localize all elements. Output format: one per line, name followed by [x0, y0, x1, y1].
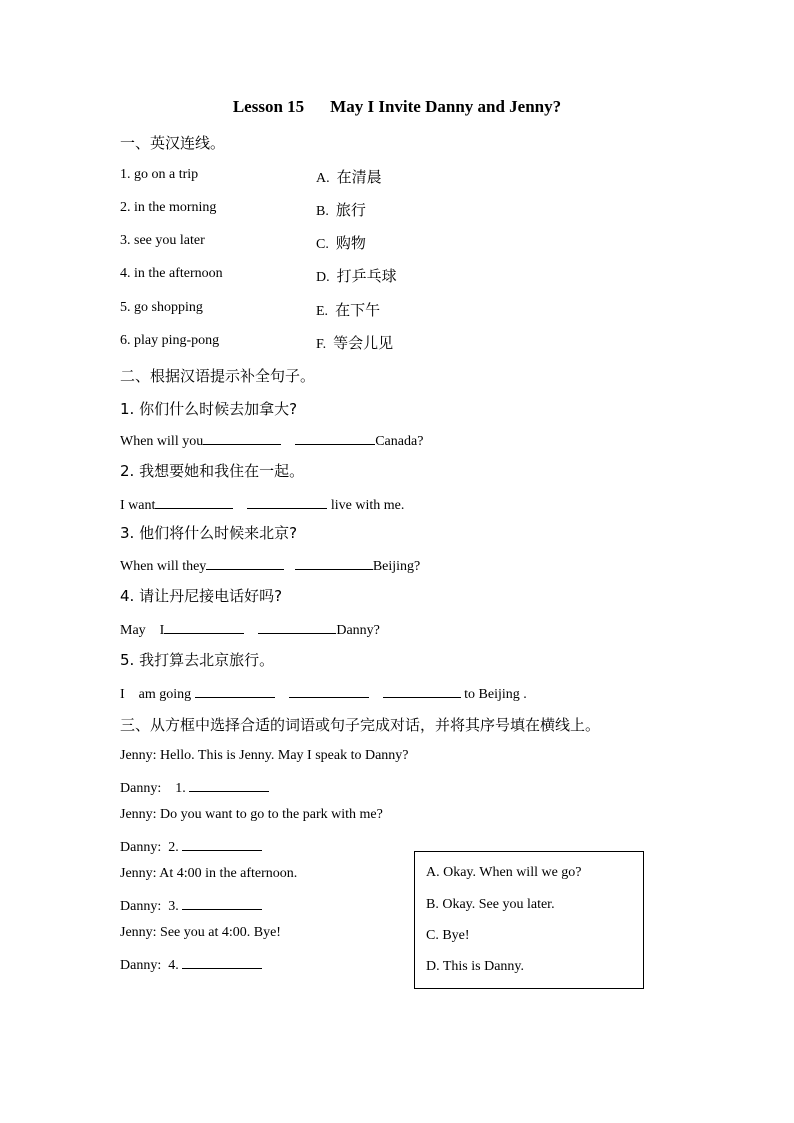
match-chinese: 在下午 [335, 301, 381, 319]
sentence-start: May I [120, 623, 165, 638]
option-item: D. This is Danny. [426, 959, 524, 974]
match-right-item [316, 332, 393, 353]
answer-blank[interactable] [203, 430, 281, 445]
match-right-item [316, 166, 382, 187]
option-item: C. Bye! [426, 928, 470, 943]
sentence-end: Beijing? [372, 559, 421, 574]
part1-heading: 一、英汉连线。 [120, 134, 226, 152]
sentence-start: I am going [120, 687, 195, 702]
match-chinese: 在清晨 [336, 168, 382, 186]
part3-heading: 三、从方框中选择合适的词语或句子完成对话，并将其序号填在横线上。 [120, 716, 601, 734]
sentence-start: I want [120, 498, 156, 513]
match-letter: A. [316, 171, 330, 186]
match-left-item: 5. go shopping [120, 300, 203, 315]
dialog-speaker: Danny: 3. [120, 899, 179, 914]
answer-blank[interactable] [155, 494, 233, 509]
answer-blank[interactable] [289, 683, 369, 698]
sentence-end: to Beijing . [460, 687, 527, 702]
match-letter: E. [316, 304, 329, 319]
answer-blank[interactable] [189, 777, 269, 792]
match-letter: D. [316, 270, 330, 285]
match-left-item: 2. in the morning [120, 200, 217, 215]
answer-blank[interactable] [247, 494, 327, 509]
dialog-speaker: Danny: 1. [120, 781, 186, 796]
sentence-end: Canada? [375, 434, 424, 449]
dialog-line [120, 836, 262, 856]
match-right-item [316, 299, 380, 320]
dialog-line: Jenny: Do you want to go to the park with me? [120, 807, 383, 822]
match-left-item: 4. in the afternoon [120, 266, 223, 281]
sentence-end: live with me. [327, 498, 405, 513]
option-item: A. Okay. When will we go? [426, 865, 582, 880]
prompt-chinese: 5. 我打算去北京旅行。 [120, 651, 275, 669]
answer-blank[interactable] [295, 555, 373, 570]
answer-blank[interactable] [206, 555, 284, 570]
dialog-speaker: Danny: 2. [120, 840, 179, 855]
sentence-end: Danny? [336, 623, 380, 638]
prompt-chinese: 2. 我想要她和我住在一起。 [120, 462, 305, 480]
answer-blank[interactable] [182, 836, 262, 851]
match-chinese: 打乒乓球 [336, 267, 397, 285]
prompt-chinese: 1. 你们什么时候去加拿大? [120, 400, 298, 418]
dialog-line: Jenny: See you at 4:00. Bye! [120, 925, 281, 940]
answer-blank[interactable] [195, 683, 275, 698]
fill-sentence [120, 430, 423, 450]
match-letter: C. [316, 237, 329, 252]
match-left-item: 3. see you later [120, 233, 205, 248]
lesson-number: Lesson 15 [232, 97, 305, 116]
answer-blank[interactable] [383, 683, 461, 698]
part2-heading: 二、根据汉语提示补全句子。 [120, 367, 316, 385]
fill-sentence [120, 494, 404, 514]
dialog-line: Jenny: At 4:00 in the afternoon. [120, 866, 298, 881]
dialog-speaker: Danny: 4. [120, 958, 179, 973]
match-right-item [316, 199, 366, 220]
option-item: B. Okay. See you later. [426, 897, 555, 912]
lesson-name: May I Invite Danny and Jenny? [330, 97, 562, 116]
match-letter: B. [316, 204, 329, 219]
answer-blank[interactable] [258, 619, 336, 634]
match-right-item [316, 265, 397, 286]
page-title [0, 97, 794, 117]
match-chinese: 购物 [335, 234, 366, 252]
match-chinese: 旅行 [335, 201, 366, 219]
answer-blank[interactable] [182, 954, 262, 969]
fill-sentence [120, 683, 527, 703]
dialog-line [120, 954, 262, 974]
sentence-start: When will you [120, 434, 204, 449]
match-right-item [316, 232, 366, 253]
match-letter: F. [316, 337, 327, 352]
match-left-item: 1. go on a trip [120, 167, 199, 182]
dialog-line [120, 895, 262, 915]
prompt-chinese: 3. 他们将什么时候来北京? [120, 524, 298, 542]
prompt-chinese: 4. 请让丹尼接电话好吗? [120, 587, 283, 605]
match-chinese: 等会儿见 [333, 334, 394, 352]
match-left-item: 6. play ping-pong [120, 333, 220, 348]
answer-blank[interactable] [164, 619, 244, 634]
options-box [414, 851, 644, 989]
fill-sentence [120, 619, 380, 639]
dialog-line: Jenny: Hello. This is Jenny. May I speak to Danny? [120, 748, 409, 763]
answer-blank[interactable] [295, 430, 375, 445]
fill-sentence [120, 555, 420, 575]
dialog-line [120, 777, 269, 797]
answer-blank[interactable] [182, 895, 262, 910]
sentence-start: When will they [120, 559, 207, 574]
